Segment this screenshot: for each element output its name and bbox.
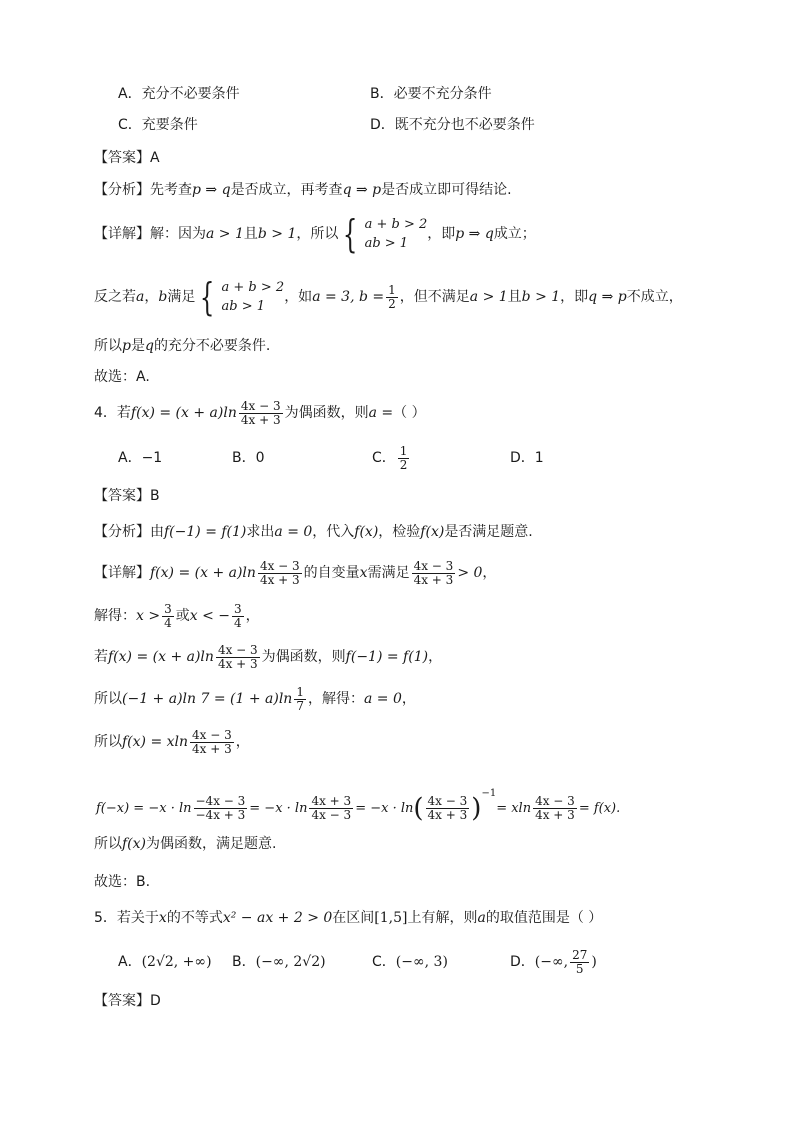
q3-converse [94, 276, 683, 318]
math: = −x · ln [249, 801, 308, 816]
math: a = 0 [363, 691, 402, 707]
detail-label: 【详解】 [94, 565, 150, 581]
q4-solve [94, 596, 260, 636]
text: 是否成立，再考查 [230, 182, 343, 198]
text: ，但不满足 [399, 289, 470, 305]
fraction: $\frac{1}{2}$ [388, 282, 396, 311]
math: = xln [496, 801, 532, 816]
math: f(x) = (x + a)ln [130, 405, 237, 421]
math: q ⇒ p [342, 182, 382, 198]
math: (−∞, [534, 954, 569, 970]
math: a > 1 [206, 226, 244, 242]
text: 为偶函数，则 [261, 649, 346, 665]
text: ，代入 [312, 524, 355, 540]
text: 不成立， [626, 289, 683, 305]
q4-option-a: A．−1 [118, 450, 163, 466]
text: B． [232, 954, 256, 970]
text: 在区间 [332, 910, 375, 926]
equation-system [338, 212, 428, 256]
text: 求出 [246, 524, 275, 540]
text: 所以 [94, 338, 122, 354]
q4-answer [94, 486, 160, 506]
math: (−∞, 3) [395, 954, 448, 970]
math: p [122, 338, 131, 354]
text: 的自变量 [303, 565, 360, 581]
q3-option-a: A．充分不必要条件 [118, 86, 240, 102]
text: C． [372, 450, 396, 466]
math: b > 1 [257, 226, 297, 242]
q3-option-d: D．既不充分也不必要条件 [370, 117, 535, 133]
fraction: $\frac{27}{5}$ [572, 947, 588, 976]
text: 反之若 [94, 289, 136, 305]
detail-label: 【详解】 [94, 226, 150, 242]
q4-choice: 故选：B. [94, 874, 151, 890]
text: 先考查 [150, 182, 192, 198]
text: ，如 [284, 289, 313, 305]
q5-option-b [232, 952, 326, 972]
text: 且 [243, 226, 258, 242]
q3-detail [94, 213, 536, 255]
analysis-label: 【分析】 [94, 182, 150, 198]
math: (2√2, +∞) [141, 954, 212, 970]
q3-analysis [94, 180, 512, 200]
q3-choice: 故选：A. [94, 369, 150, 385]
fraction: $\frac{1}{2}$ [399, 443, 408, 472]
text: 的取值范围是（ ） [485, 910, 603, 926]
math: f(−1) = f(1) [345, 649, 429, 665]
answer-value: B [150, 488, 160, 504]
math: f(x) = (x + a)ln [150, 565, 256, 581]
q5-option-c [372, 952, 448, 972]
answer-label: 【答案】 [94, 150, 150, 166]
math: b [158, 289, 168, 305]
brace: { [200, 275, 215, 319]
q4-detail [94, 553, 496, 593]
q4-even [94, 637, 442, 677]
fraction: $\frac{4x - 3}{4x + 3}$ [535, 794, 575, 822]
exponent: −1 [481, 788, 497, 799]
q5-option-d [510, 942, 597, 982]
text: 满足 [167, 289, 196, 305]
text: 的不等式 [166, 910, 223, 926]
system-row: a + b > 2 [364, 217, 428, 232]
text: ， [401, 691, 416, 707]
math: (−1 + a)ln 7 = (1 + a)ln [122, 691, 293, 707]
math: a [477, 910, 486, 926]
text: ， [245, 608, 260, 624]
q4-analysis [94, 522, 533, 542]
text: 上有解，则 [407, 910, 478, 926]
fraction: $\frac{4x - 3}{4x + 3}$ [427, 794, 468, 822]
math: q [144, 338, 154, 354]
text: ， [235, 734, 250, 750]
answer-label: 【答案】 [94, 993, 150, 1009]
equation-system [195, 275, 285, 319]
text: 的充分不必要条件. [153, 338, 271, 354]
math: q ⇒ p [588, 289, 627, 305]
math: b > 1 [521, 289, 561, 305]
math: f(x) [420, 524, 445, 540]
text: ， [144, 289, 159, 305]
text: 是 [130, 338, 145, 354]
math: x [158, 910, 167, 926]
brace: { [343, 212, 358, 256]
text: 成立； [493, 226, 536, 242]
math: ) [591, 954, 597, 970]
q4-option-d: D．1 [510, 450, 544, 466]
math: f(x) [122, 836, 147, 852]
math: (−∞, 2√2) [255, 954, 326, 970]
text: ，即 [427, 226, 456, 242]
text: ，所以 [296, 226, 339, 242]
q4-substitution [94, 722, 250, 762]
math: > 0 [457, 565, 483, 581]
math: a > 1 [469, 289, 508, 305]
text: 为偶函数，则 [284, 405, 369, 421]
q3-option-c: C．充要条件 [118, 117, 198, 133]
text: ，即 [560, 289, 589, 305]
q5-option-a [118, 952, 212, 972]
text: 解得： [94, 608, 136, 624]
q4-conclusion [94, 834, 276, 854]
text: 是否成立即可得结论. [381, 182, 512, 198]
q4-verify: f(−x) = −x · ln $\frac{-4x - 3}{-4x + 3}$ = −x · ln $\frac{4x + 3}{4x - 3}$ = −x · ln( $\frac{4x - 3}{4x + 3}$ )$^{-1}$= xln $\frac{4x - 3}{4x + 3}$ = f(x). [96, 788, 621, 824]
math: = −x · ln [355, 801, 414, 816]
math: p ⇒ q [455, 226, 494, 242]
math: f(x) = xln [122, 734, 189, 750]
text: （ ） [393, 405, 426, 421]
q3-conclusion [94, 336, 270, 356]
text: 若 [94, 649, 108, 665]
fraction: $\frac{4x - 3}{4x + 3}$ [192, 727, 232, 756]
text: ， [428, 649, 443, 665]
math: [1,5] [374, 910, 408, 926]
math: a = [368, 405, 394, 421]
math: a = 0 [274, 524, 313, 540]
math: = f(x). [578, 801, 621, 816]
math: a = 3, b = [312, 289, 385, 305]
fraction: $\frac{4x - 3}{4x + 3}$ [240, 398, 281, 427]
answer-value: A [150, 150, 160, 166]
text: 且 [507, 289, 522, 305]
fraction: $\frac{4x - 3}{4x + 3}$ [217, 642, 258, 671]
q4-option-c [372, 438, 411, 478]
fraction: $\frac{4x + 3}{4x - 3}$ [311, 794, 352, 822]
math: x² − ax + 2 > 0 [222, 910, 333, 926]
text: ，检验 [378, 524, 421, 540]
text: ，解得： [307, 691, 364, 707]
fraction: $\frac{-4x - 3}{-4x + 3}$ [195, 794, 246, 822]
text: 为偶函数，满足题意. [146, 836, 277, 852]
analysis-label: 【分析】 [94, 524, 150, 540]
system-row: a + b > 2 [221, 280, 285, 295]
text: 4．若 [94, 405, 131, 421]
math: x > [136, 608, 161, 624]
math: f(−x) = −x · ln [96, 801, 192, 816]
fraction: $\frac{4x - 3}{4x + 3}$ [259, 558, 300, 587]
text: 所以 [94, 734, 122, 750]
answer-label: 【答案】 [94, 488, 150, 504]
text: 5．若关于 [94, 910, 159, 926]
text: A． [118, 954, 142, 970]
system-row: ab > 1 [364, 236, 409, 251]
fraction: $\frac{1}{7}$ [296, 684, 304, 713]
text: 是否满足题意. [444, 524, 533, 540]
q4-option-b: B．0 [232, 450, 265, 466]
math: f(x) = (x + a)ln [108, 649, 214, 665]
math: x [359, 565, 368, 581]
text: 所以 [94, 691, 122, 707]
text: 需满足 [367, 565, 410, 581]
text: 由 [150, 524, 164, 540]
text: 或 [175, 608, 190, 624]
text: C． [372, 954, 396, 970]
answer-value: D [150, 993, 161, 1009]
q4-stem [94, 393, 426, 433]
q3-answer [94, 148, 160, 168]
fraction: $\frac{3}{4}$ [164, 601, 172, 630]
q5-answer [94, 991, 161, 1011]
text: 所以 [94, 836, 122, 852]
math: f(−1) = f(1) [164, 524, 247, 540]
system-row: ab > 1 [221, 299, 266, 314]
math: a [136, 289, 145, 305]
text: D． [510, 954, 535, 970]
math: x < − [189, 608, 230, 624]
q5-stem [94, 908, 602, 928]
text: 解：因为 [150, 226, 206, 242]
q4-equation [94, 679, 416, 719]
math: p ⇒ q [192, 182, 231, 198]
fraction: $\frac{4x - 3}{4x + 3}$ [413, 558, 454, 587]
text: ， [482, 565, 497, 581]
math: f(x) [354, 524, 379, 540]
q3-option-b: B．必要不充分条件 [370, 86, 492, 102]
fraction: $\frac{3}{4}$ [233, 601, 242, 630]
